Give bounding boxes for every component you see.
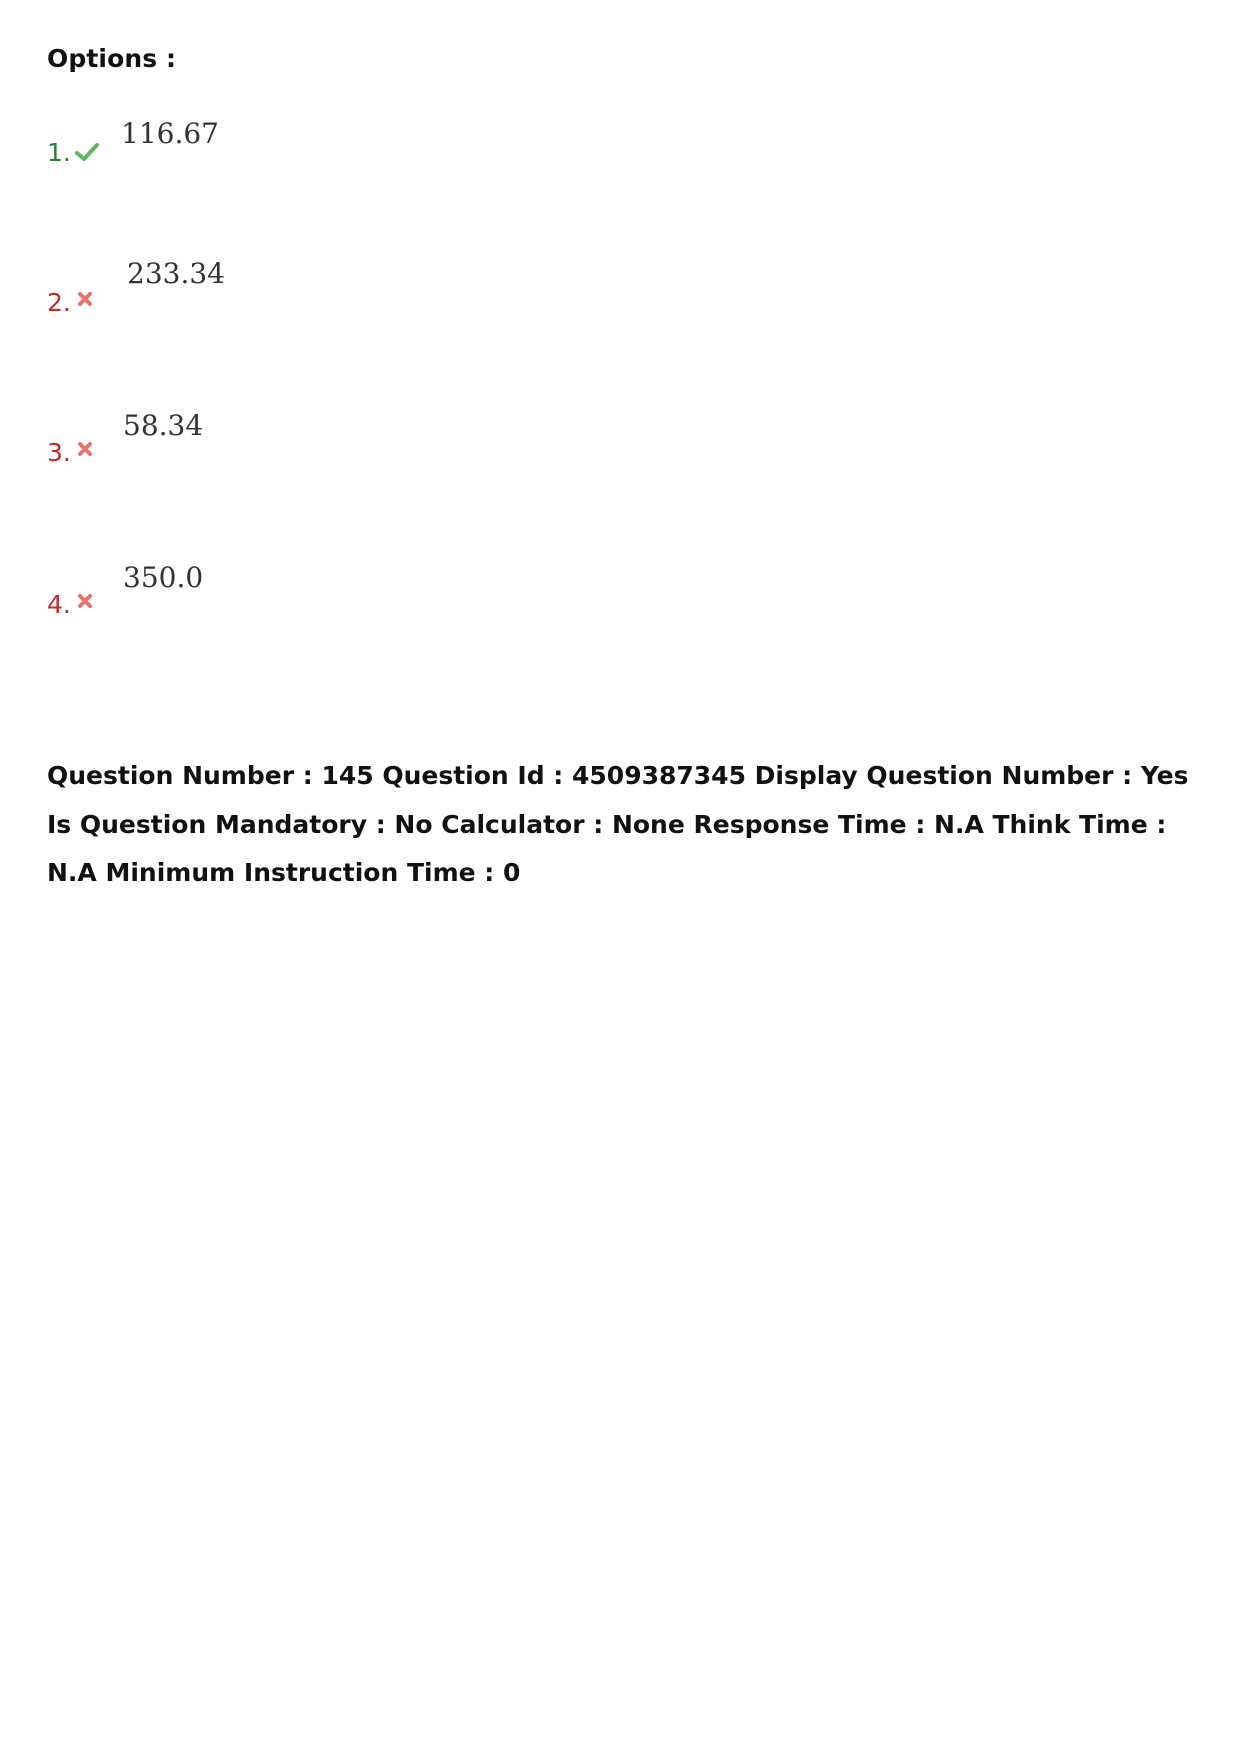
option-number: 2.	[47, 288, 71, 317]
option-value: 350.0	[123, 561, 204, 594]
option-number: 4.	[47, 590, 71, 619]
check-icon	[75, 142, 99, 166]
cross-icon	[77, 593, 93, 613]
option-value: 233.34	[127, 257, 225, 290]
option-value: 58.34	[123, 409, 204, 442]
option-value: 116.67	[121, 117, 219, 150]
cross-icon	[77, 441, 93, 461]
option-2	[47, 258, 447, 338]
option-1	[47, 118, 447, 198]
option-4	[47, 562, 447, 642]
option-number: 1.	[47, 138, 71, 167]
options-heading: Options :	[47, 44, 177, 73]
option-number: 3.	[47, 438, 71, 467]
cross-icon	[77, 291, 93, 311]
question-meta: Question Number : 145 Question Id : 4509387345 Display Question Number : Yes Is Question Mandatory : No Calculator : None Response Time : N.A Think Time : N.A Minimum Instruction Time : 0	[47, 761, 1189, 887]
option-3	[47, 410, 447, 490]
